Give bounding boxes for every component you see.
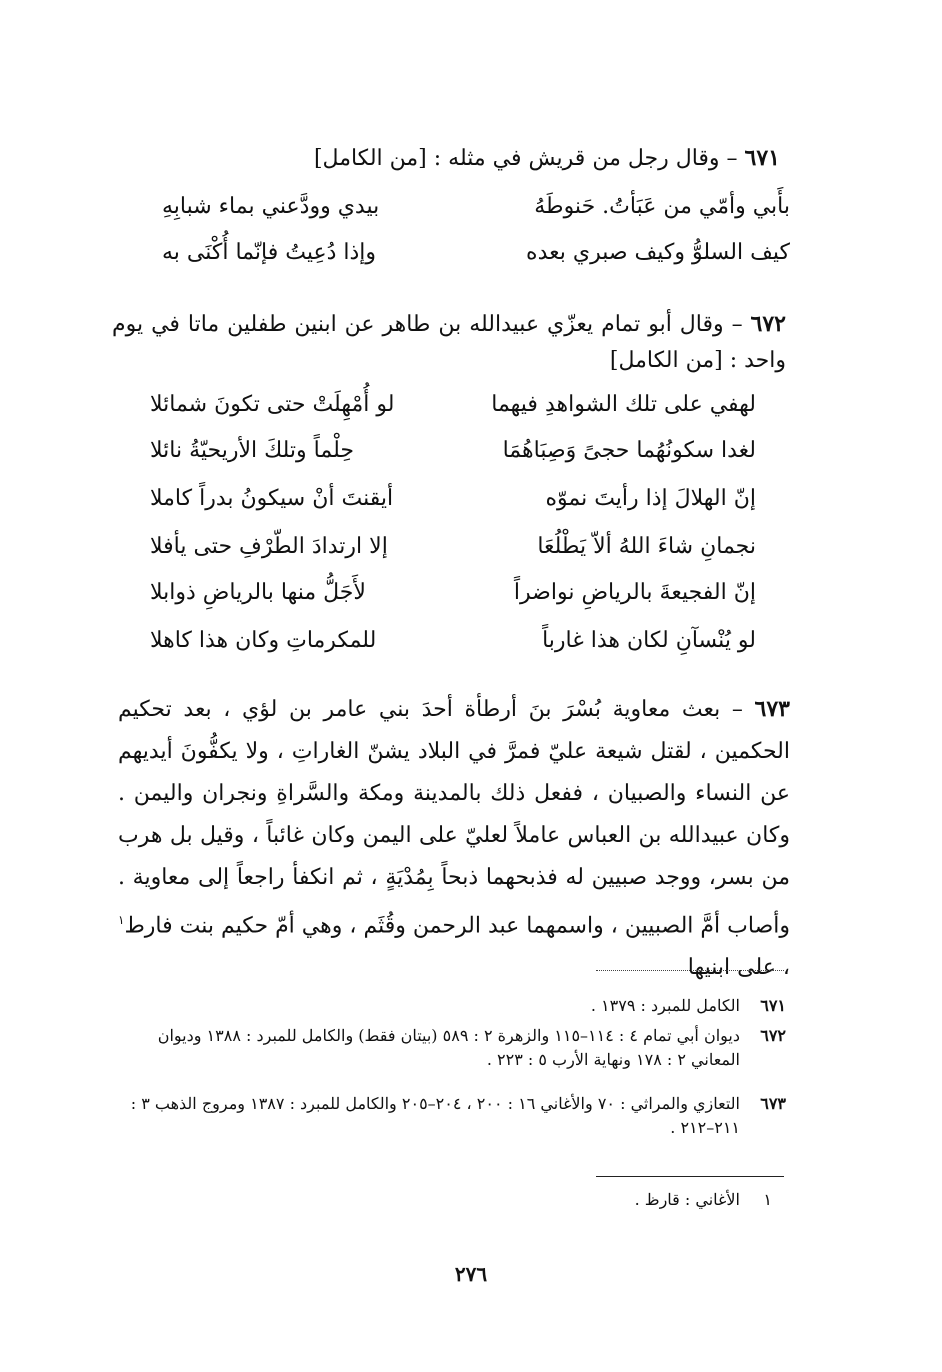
footnote-number: ٦٧٢ <box>760 1026 786 1045</box>
entry-text: – بعث معاوية بُسْرَ بنَ أرطأة أحدَ بني عامر بن لؤي ، بعد تحكيم الحكمين ، لقتل شيعة عليّ فمرَّ في البلاد يشنّ الغاراتِ ، ولا يكفُّونَ أيديهم عن النساء والصبيان ، ففعل ذلك بالمدينة ومكة والسَّراةِ ونجران واليمن . وكان عبيدالله بن العباس عاملاً لعليّ على اليمن وكان غائباً ، وقيل بل هرب من بسر، ووجد صبيين له فذبحهما ذبحاً بِمُدْيَةٍ ، ثم انكفأ راجعاً إلى معاوية . وأصاب أمَّ الصبيين ، واسمهما عبد الرحمن وقُثَم ، وهي أمّ حكيم بنت فارط <box>118 697 790 939</box>
entry-number: ٦٧٣ <box>754 696 790 722</box>
verse-second-hemistich: لأَجَلُّ منها بالرياضِ ذوابلا <box>150 580 366 605</box>
verse-second-hemistich: أيقنتَ أنْ سيكونُ بدراً كاملا <box>150 486 394 511</box>
verse-first-hemistich: كيف السلوُّ وكيف صبري بعده <box>526 240 790 265</box>
entry-673-paragraph <box>118 688 790 989</box>
source-footnote <box>118 1092 786 1144</box>
entry-number: ٦٧١ <box>744 145 780 171</box>
verse-second-hemistich: حِلْماً وتلكَ الأريحيّةُ نائلا <box>150 438 354 463</box>
entry-672-heading <box>112 306 786 379</box>
source-footnote <box>118 1024 786 1076</box>
verse-first-hemistich: لهفي على تلك الشواهدِ فيهما <box>491 392 756 417</box>
entry-text-end: ، على ابنيها <box>687 955 790 981</box>
footnote-text: الكامل للمبرد : ١٣٧٩ . <box>590 996 740 1015</box>
footnote-number: ٦٧٣ <box>760 1094 786 1113</box>
footnote-number: ٦٧١ <box>760 996 786 1015</box>
verse-first-hemistich: إنّ الهلالَ إذا رأيتَ نموّه <box>545 486 756 511</box>
footnote-reference[interactable]: ١ <box>118 913 125 927</box>
entry-671-heading <box>140 140 780 177</box>
entry-intro: – وقال أبو تمام يعزّي عبيدالله بن طاهر عن ابنين طفلين ماتا في يوم واحد : [من الكامل] <box>112 312 786 373</box>
note-number: ١ <box>763 1190 772 1209</box>
verse-first-hemistich: إنّ الفجيعةَ بالرياضِ نواضراً <box>513 580 756 605</box>
entry-intro: – وقال رجل من قريش في مثله : [من الكامل] <box>313 146 738 171</box>
footnote-divider <box>596 970 784 971</box>
footnote-text: التعازي والمراثي : ٧٠ والأغاني ١٦ : ٢٠٠ ، ٢٠٤–٢٠٥ والكامل للمبرد : ١٣٨٧ ومروج الذهب ٣ : ٢١١–٢١٢ . <box>130 1094 740 1137</box>
verse-second-hemistich: لو أُمْهِلَتْ حتى تكونَ شمائلا <box>150 392 395 417</box>
verse-line <box>118 232 790 274</box>
note-divider <box>596 1176 784 1177</box>
verse-line <box>150 526 756 568</box>
note-text: الأغاني : قارظ . <box>634 1190 740 1209</box>
entry-number: ٦٧٢ <box>750 311 786 337</box>
verse-second-hemistich: إلا ارتدادَ الطّرْفِ حتى يأفلا <box>150 534 388 559</box>
verse-first-hemistich: بأَبي وأمّي من عَبَأتُ. حَنوطَهُ <box>534 194 790 219</box>
footnote-text: ديوان أبي تمام ٤ : ١١٤–١١٥ والزهرة ٢ : ٥٨٩ (بيتان فقط) والكامل للمبرد : ١٣٨٨ وديوان المعاني ٢ : ١٧٨ ونهاية الأرب ٥ : ٢٢٣ . <box>157 1026 740 1069</box>
verse-line <box>150 572 756 614</box>
verse-first-hemistich: لغدا سكونُهُما حجىً وَصِبَاهُمَا <box>502 438 756 463</box>
verse-second-hemistich: للمكرماتِ وكان هذا كاهلا <box>150 628 377 653</box>
verse-second-hemistich: وإذا دُعِيتُ فإنّما أُكْنَى به <box>162 240 377 265</box>
verse-line <box>150 620 756 662</box>
verse-line <box>150 430 756 472</box>
verse-second-hemistich: بيدي وودَّعني بماء شبابِهِ <box>162 194 380 219</box>
verse-first-hemistich: لو يُنْسآنِ لكان هذا غارباً <box>542 628 756 653</box>
verse-line <box>150 478 756 520</box>
page-number: ٢٧٦ <box>454 1262 488 1286</box>
textual-note <box>118 1188 786 1214</box>
verse-line <box>150 384 756 426</box>
verse-line <box>118 186 790 228</box>
verse-first-hemistich: نجمانِ شاءَ اللهُ ألاّ يَطْلُعَا <box>537 534 756 559</box>
source-footnote <box>118 994 786 1020</box>
